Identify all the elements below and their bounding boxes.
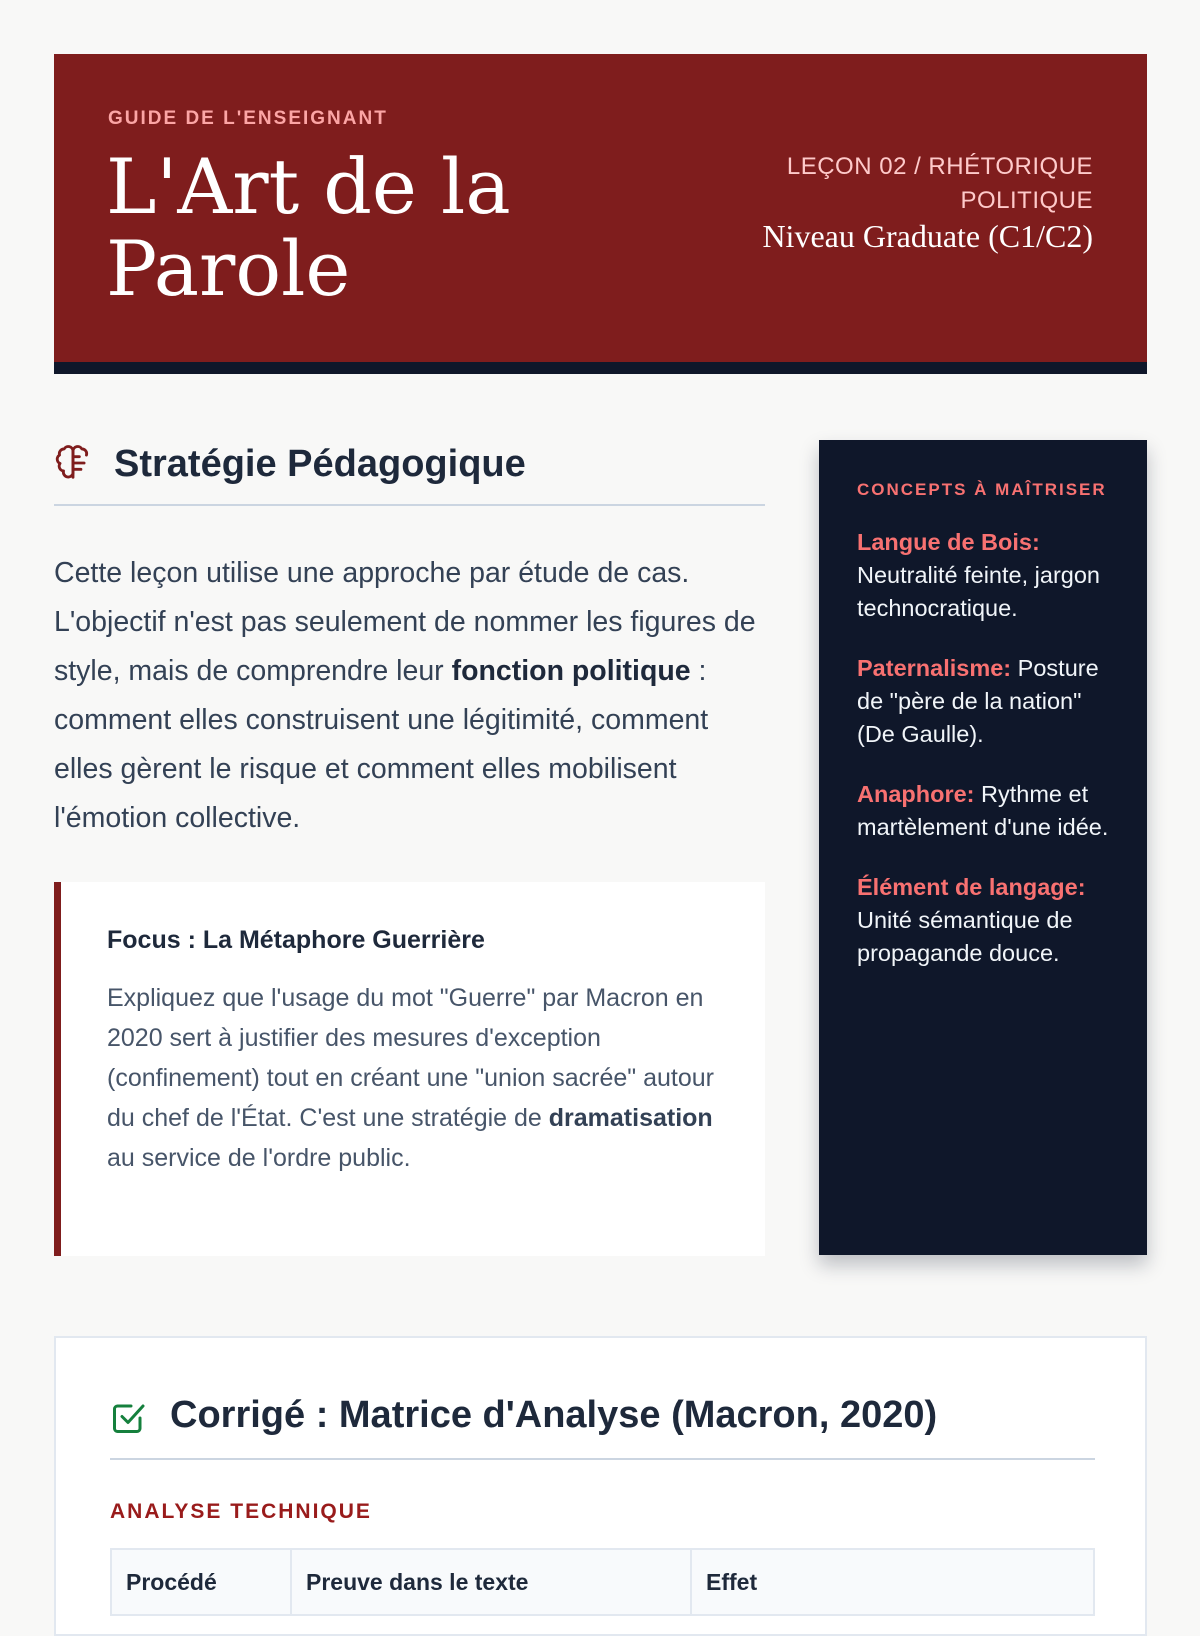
concept-item — [857, 652, 1109, 751]
analysis-table — [110, 1548, 1095, 1616]
brain-icon — [54, 444, 92, 482]
concepts-title: CONCEPTS À MAÎTRISER — [857, 480, 1107, 499]
intro-text: Cette leçon utilise une approche par étude de cas. L'objectif n'est pas seulement de nommer les figures de style, mais de comprendre leur — [54, 557, 756, 687]
concepts-panel — [819, 440, 1147, 1255]
focus-emphasis: dramatisation — [548, 1104, 713, 1132]
concept-item — [857, 778, 1109, 844]
concept-item — [857, 871, 1109, 970]
concept-item — [857, 526, 1109, 625]
lesson-label: LEÇON 02 / RHÉTORIQUE POLITIQUE — [786, 153, 1093, 214]
concept-term: Paternalisme: — [857, 655, 1012, 681]
column-header-procede: Procédé — [111, 1549, 291, 1615]
corrige-card — [54, 1336, 1147, 1636]
guide-eyebrow: GUIDE DE L'ENSEIGNANT — [108, 108, 388, 129]
focus-text-end: au service de l'ordre public. — [107, 1144, 411, 1172]
concept-definition: Rythme et martèlement d'une idée. — [857, 781, 1109, 840]
focus-callout — [54, 882, 765, 1256]
concept-term: Élément de langage: — [857, 874, 1086, 900]
concept-definition: Posture de "père de la nation" (De Gaulle). — [857, 655, 1099, 747]
column-header-effet: Effet — [691, 1549, 1094, 1615]
section-label: ANALYSE TECHNIQUE — [110, 1500, 372, 1523]
focus-text — [107, 978, 737, 1178]
corrige-title: Corrigé : Matrice d'Analyse (Macron, 2020) — [170, 1394, 938, 1436]
intro-text-end: : comment elles construisent une légitimité, comment elles gèrent le risque et comment elles mobilisent l'émotion collective. — [54, 655, 709, 834]
level-label: Niveau Graduate (C1/C2) — [762, 218, 1093, 254]
page-title: L'Art de la Parole — [106, 142, 511, 313]
page-header — [54, 54, 1147, 374]
concept-definition: Unité sémantique de propagande douce. — [857, 907, 1073, 966]
corrige-heading — [110, 1382, 1095, 1460]
strategy-intro — [54, 549, 769, 843]
focus-text-body: Expliquez que l'usage du mot "Guerre" par Macron en 2020 sert à justifier des mesures d'exception (confinement) tout en créant une "union sacrée" autour du chef de l'État. C'est une stratégie de — [107, 984, 715, 1132]
strategy-heading — [54, 440, 765, 506]
concept-definition: Neutralité feinte, jargon technocratique. — [857, 562, 1100, 621]
concept-term: Langue de Bois: — [857, 529, 1040, 555]
strategy-title: Stratégie Pédagogique — [114, 443, 526, 485]
column-header-preuve: Preuve dans le texte — [291, 1549, 691, 1615]
table-header-row — [111, 1549, 1094, 1615]
focus-title: Focus : La Métaphore Guerrière — [107, 926, 485, 954]
checkbox-check-icon — [110, 1400, 146, 1436]
intro-emphasis: fonction politique — [451, 655, 691, 687]
concept-term: Anaphore: — [857, 781, 975, 807]
